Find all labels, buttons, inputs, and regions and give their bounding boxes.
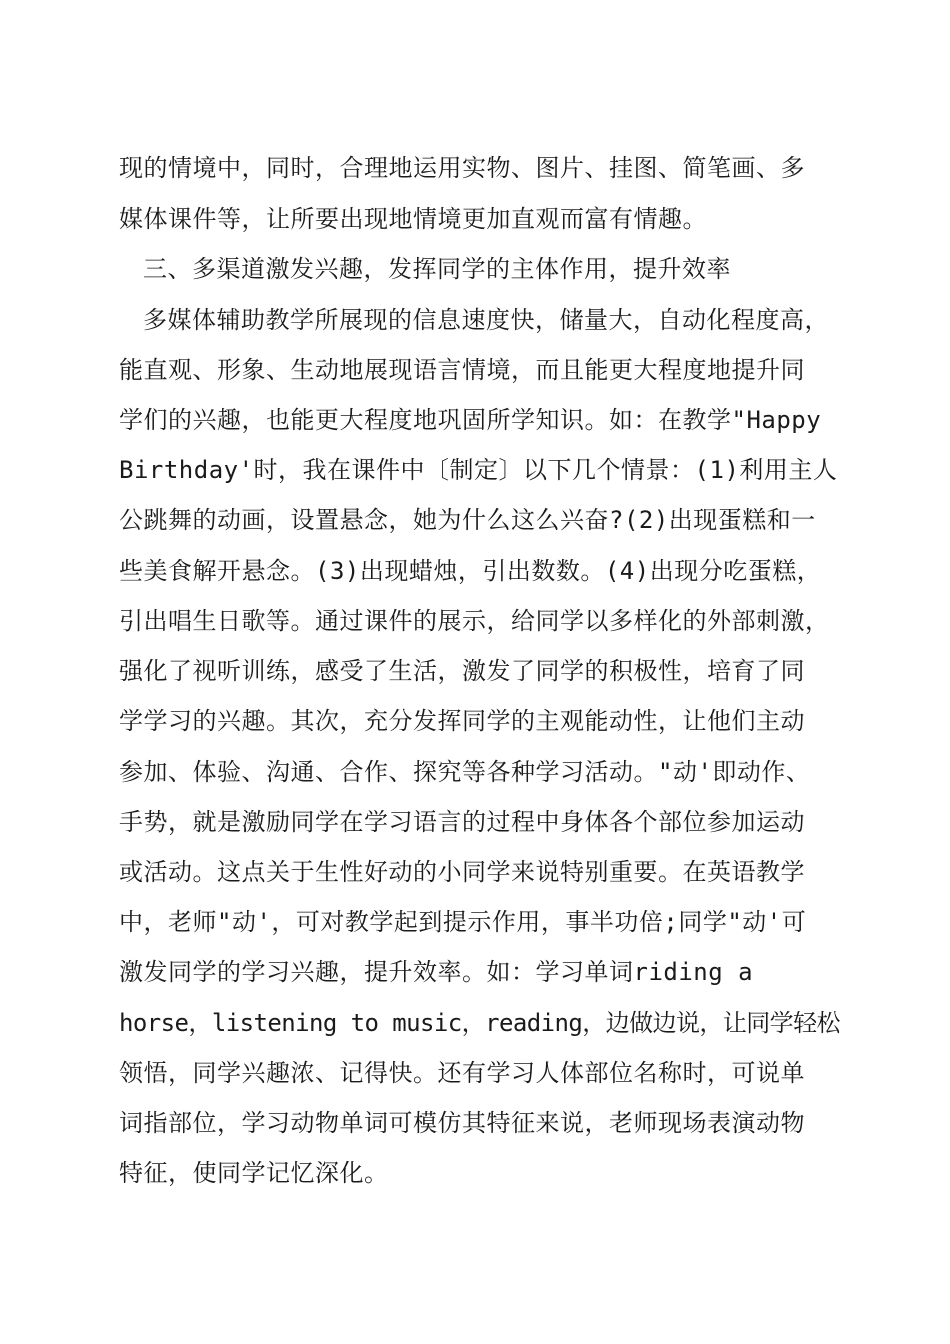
text-line-17: 激发同学的学习兴趣，提升效率。如：学习单词riding a: [119, 958, 754, 986]
text-line-14: 手势，就是激励同学在学习语言的过程中身体各个部位参加运动: [119, 808, 805, 836]
text-line-18: horse，listening to music，reading，边做边说，让同学轻松: [119, 1009, 840, 1037]
text-line-4: 多媒体辅助教学所展现的信息速度快，储量大，自动化程度高，: [143, 306, 829, 334]
text-line-9: 些美食解开悬念。(3)出现蜡烛，引出数数。(4)出现分吃蛋糕，: [119, 557, 822, 585]
text-line-10: 引出唱生日歌等。通过课件的展示，给同学以多样化的外部刺激，: [119, 607, 830, 635]
text-line-19: 领悟，同学兴趣浓、记得快。还有学习人体部位名称时，可说单: [119, 1059, 805, 1087]
text-line-2: 媒体课件等，让所要出现地情境更加直观而富有情趣。: [119, 205, 707, 233]
text-line-5: 能直观、形象、生动地展现语言情境，而且能更大程度地提升同: [119, 356, 805, 384]
text-line-16: 中，老师"动'，可对教学起到提示作用，事半功倍;同学"动'可: [119, 908, 807, 936]
text-line-12: 学学习的兴趣。其次，充分发挥同学的主观能动性，让他们主动: [119, 707, 805, 735]
text-line-6: 学们的兴趣，也能更大程度地巩固所学知识。如：在教学"Happy: [119, 406, 822, 434]
text-line-13: 参加、体验、沟通、合作、探究等各种学习活动。"动'即动作、: [119, 758, 811, 786]
text-line-7: Birthday'时，我在课件中〔制定〕以下几个情景：(1)利用主人: [119, 456, 838, 484]
text-line-20: 词指部位，学习动物单词可模仿其特征来说，老师现场表演动物: [119, 1109, 805, 1137]
text-line-21: 特征，使同学记忆深化。: [119, 1159, 389, 1187]
text-line-15: 或活动。这点关于生性好动的小同学来说特别重要。在英语教学: [119, 858, 805, 886]
text-line-11: 强化了视听训练，感受了生活，激发了同学的积极性，培育了同: [119, 657, 805, 685]
text-line-1: 现的情境中，同时，合理地运用实物、图片、挂图、简笔画、多: [119, 154, 805, 182]
text-line-8: 公跳舞的动画，设置悬念，她为什么这么兴奋?(2)出现蛋糕和一: [119, 506, 816, 534]
section-heading: 三、多渠道激发兴趣，发挥同学的主体作用，提升效率: [143, 255, 731, 283]
